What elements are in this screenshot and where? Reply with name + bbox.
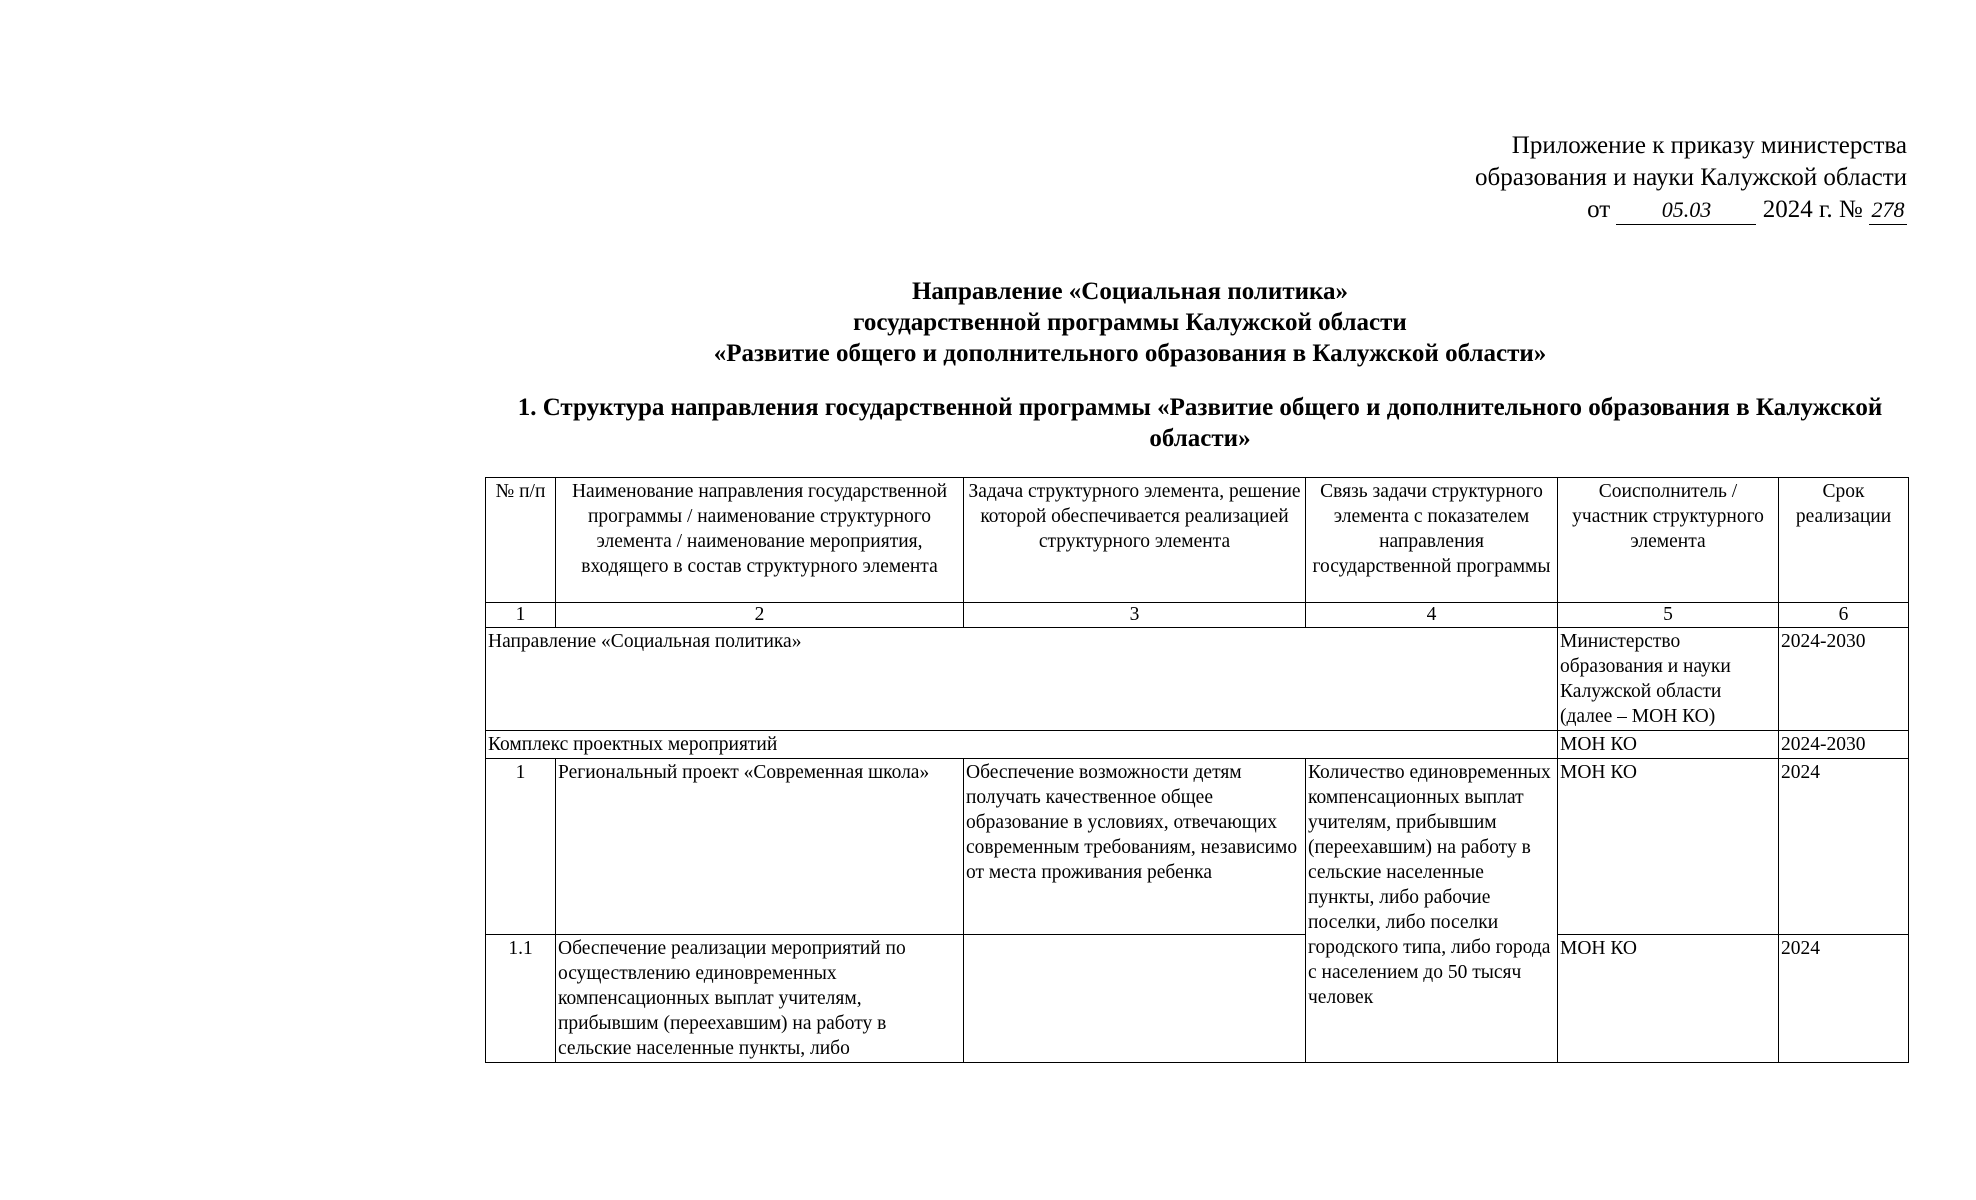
row-task-cell xyxy=(964,935,1306,1063)
complex-name-cell: Комплекс проектных мероприятий xyxy=(486,731,1558,759)
column-number: 2 xyxy=(556,603,964,628)
year-text: 2024 г. № xyxy=(1762,196,1863,223)
header-cell-period: Срок реализации xyxy=(1779,478,1909,603)
date-prefix: от xyxy=(1587,196,1611,223)
complex-executor-cell: МОН КО xyxy=(1558,731,1779,759)
direction-executor-cell: Министерство образования и науки Калужской области (далее – МОН КО) xyxy=(1558,628,1779,731)
column-number: 4 xyxy=(1306,603,1558,628)
row-executor-cell: МОН КО xyxy=(1558,935,1779,1063)
row-name-cell: Обеспечение реализации мероприятий по осуществлению единовременных компенсационных выплат учителям, прибывшим (переехавшим) на работу в сельские населенные пункты, либо xyxy=(556,935,964,1063)
handwritten-date: 05.03 xyxy=(1616,196,1756,225)
header-cell-executor: Соисполнитель / участник структурного элемента xyxy=(1558,478,1779,603)
title-line-2: государственной программы Калужской области xyxy=(853,309,1407,336)
header-cell-indicator-link: Связь задачи структурного элемента с показателем направления государственной программы xyxy=(1306,478,1558,603)
row-number-cell: 1 xyxy=(486,759,556,935)
header-cell-number: № п/п xyxy=(486,478,556,603)
title-line-3: «Развитие общего и дополнительного образования в Калужской области» xyxy=(713,340,1547,367)
table-row-1-1 xyxy=(486,935,1909,1063)
column-number: 5 xyxy=(1558,603,1779,628)
document-title xyxy=(480,276,1780,369)
appendix-date-line xyxy=(1475,194,1907,226)
row-number-cell: 1.1 xyxy=(486,935,556,1063)
appendix-line-1: Приложение к приказу министерства xyxy=(1511,132,1907,159)
table-row-complex xyxy=(486,731,1909,759)
header-cell-name: Наименование направления государственной программы / наименование структурного элемента / наименование мероприятия, входящего в состав структурного элемента xyxy=(556,478,964,603)
row-period-cell: 2024 xyxy=(1779,759,1909,935)
table-header-row xyxy=(486,478,1909,603)
table-row-direction xyxy=(486,628,1909,731)
complex-period-cell: 2024-2030 xyxy=(1779,731,1909,759)
column-number: 3 xyxy=(964,603,1306,628)
direction-period-cell: 2024-2030 xyxy=(1779,628,1909,731)
column-number-row xyxy=(486,603,1909,628)
column-number: 6 xyxy=(1779,603,1909,628)
handwritten-order-number: 278 xyxy=(1869,196,1907,225)
table-row-1 xyxy=(486,759,1909,935)
column-number: 1 xyxy=(486,603,556,628)
row-indicator-cell: Количество единовременных компенсационных выплат учителям, прибывшим (переехавшим) на работу в сельские населенные пункты, либо рабочие поселки, либо поселки городского типа, либо города с населением до 50 тысяч человек xyxy=(1306,759,1558,1063)
direction-name-cell: Направление «Социальная политика» xyxy=(486,628,1558,731)
row-period-cell: 2024 xyxy=(1779,935,1909,1063)
row-executor-cell: МОН КО xyxy=(1558,759,1779,935)
appendix-header xyxy=(1475,130,1907,226)
appendix-line-2: образования и науки Калужской области xyxy=(1474,164,1907,191)
header-cell-task: Задача структурного элемента, решение которой обеспечивается реализацией структурного элемента xyxy=(964,478,1306,603)
structure-table xyxy=(485,477,1909,1063)
section-heading: 1. Структура направления государственной программы «Развитие общего и дополнительного образования в Калужской области» xyxy=(517,394,1883,452)
title-line-1: Направление «Социальная политика» xyxy=(911,278,1349,305)
row-task-cell: Обеспечение возможности детям получать качественное общее образование в условиях, отвечающих современным требованиям, независимо от места проживания ребенка xyxy=(964,759,1306,935)
row-name-cell: Региональный проект «Современная школа» xyxy=(556,759,964,935)
